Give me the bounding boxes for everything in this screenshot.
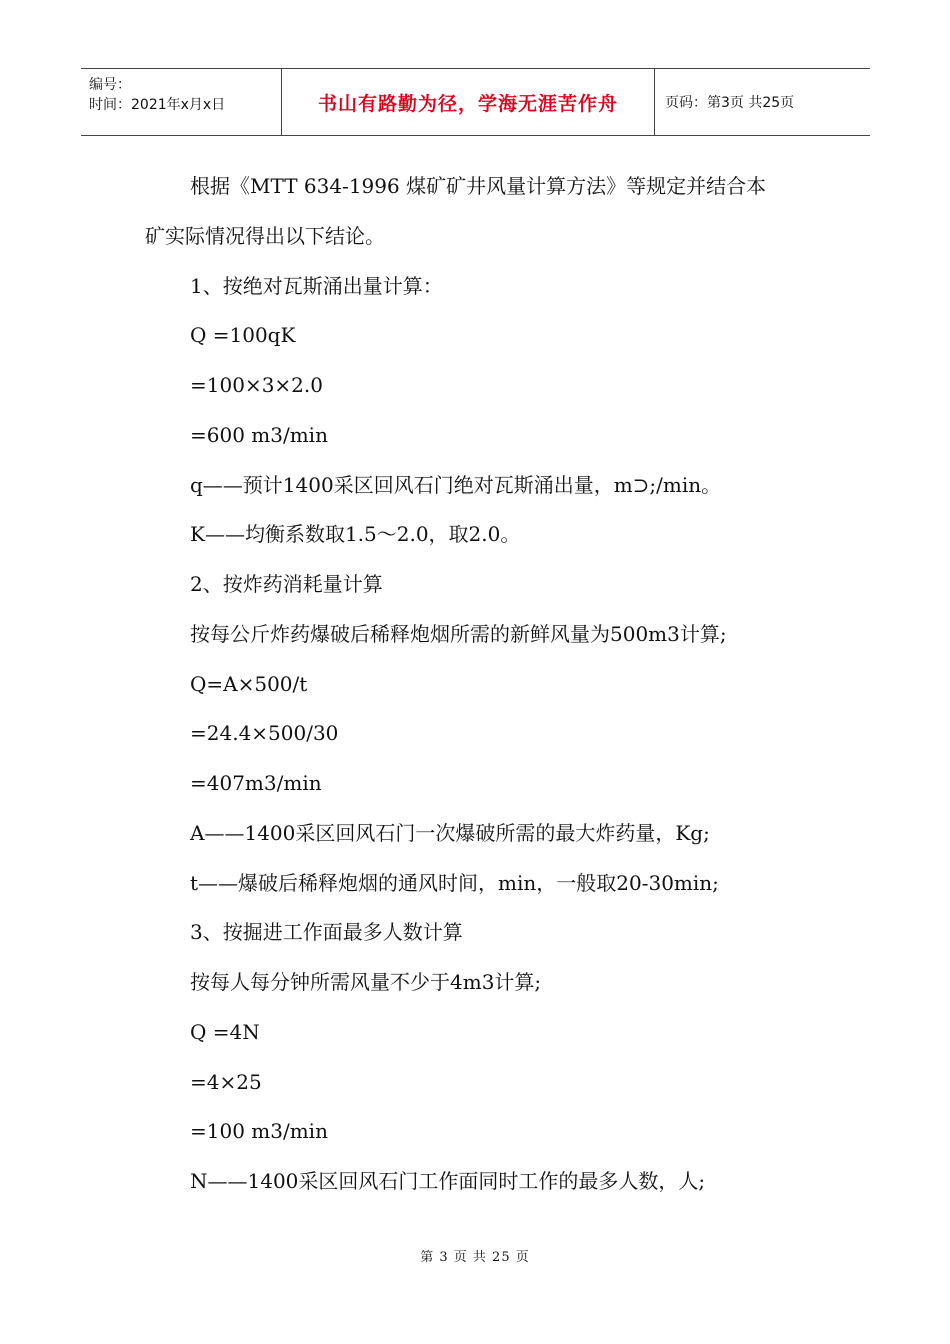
page-header	[81, 68, 870, 136]
paragraph-line: 根据《MTT 634-1996 煤矿矿井风量计算方法》等规定并结合本	[190, 174, 767, 198]
formula-line: =407m3/min	[190, 771, 322, 795]
footer-page-number: 第 3 页 共 25 页	[420, 1250, 530, 1265]
paragraph-line: 按每公斤炸药爆破后稀释炮烟所需的新鲜风量为500m3计算;	[190, 622, 727, 646]
section-heading: 3、按掘进工作面最多人数计算	[190, 920, 463, 944]
definition-line: A——1400采区回风石门一次爆破所需的最大炸药量，Kg;	[190, 821, 710, 845]
section-heading: 2、按炸药消耗量计算	[190, 572, 383, 596]
definition-line: N——1400采区回风石门工作面同时工作的最多人数，人;	[190, 1169, 706, 1193]
header-motto-cell	[281, 69, 655, 135]
definition-line: K——均衡系数取1.5～2.0，取2.0。	[190, 522, 521, 546]
paragraph-line: 矿实际情况得出以下结论。	[145, 224, 385, 248]
motto-text: 书山有路勤为径，学海无涯苦作舟	[317, 92, 618, 115]
number-label: 编号：	[89, 77, 131, 93]
formula-line: =24.4×500/30	[190, 721, 339, 745]
formula-line: =600 m3/min	[190, 423, 328, 447]
header-meta	[81, 69, 281, 135]
paragraph-line: 按每人每分钟所需风量不少于4m3计算;	[190, 970, 542, 994]
formula-line: =100 m3/min	[190, 1119, 328, 1143]
page-info-text: 页码：第3页 共25页	[665, 95, 795, 111]
header-page-info	[655, 69, 870, 135]
formula-line: Q=A×500/t	[190, 672, 308, 696]
definition-line: t——爆破后稀释炮烟的通风时间，min，一般取20-30min;	[190, 871, 719, 895]
formula-line: =100×3×2.0	[190, 373, 323, 397]
formula-line: Q =4N	[190, 1020, 260, 1044]
formula-line: =4×25	[190, 1070, 262, 1094]
formula-line: Q =100qK	[190, 323, 296, 347]
time-label: 时间：2021年x月x日	[89, 97, 226, 113]
definition-line: q——预计1400采区回风石门绝对瓦斯涌出量，m⊃;/min。	[190, 473, 722, 497]
section-heading: 1、按绝对瓦斯涌出量计算：	[190, 274, 443, 298]
page-footer	[0, 1246, 950, 1265]
